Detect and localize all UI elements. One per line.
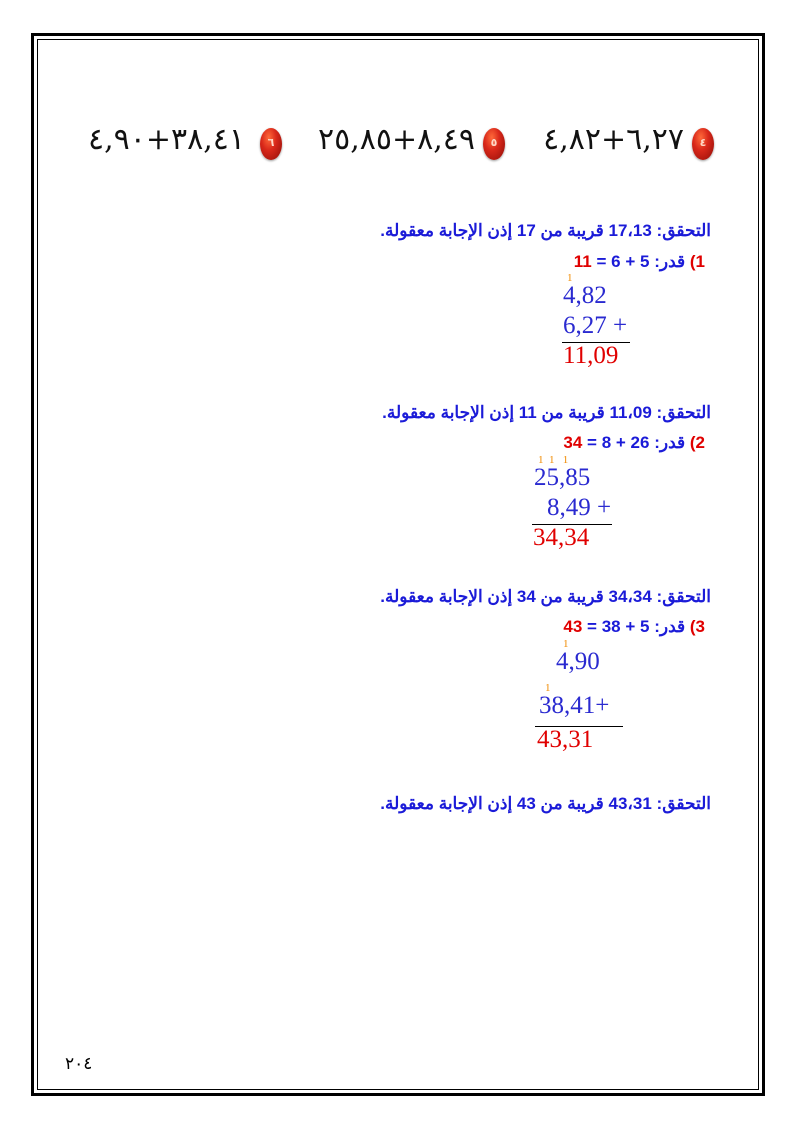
sum-result: 34,34: [533, 524, 590, 551]
sum-result: 43,31: [537, 726, 594, 753]
carry-digits: 1: [563, 638, 569, 650]
estimate-index: 1): [689, 252, 705, 271]
sum-result: 11,09: [563, 342, 619, 369]
carry-digits-2: 1: [545, 682, 551, 694]
exercise-expression: ٣٨,٤١+٤,٩٠: [87, 122, 245, 157]
estimate-label: قدر: 5 + 38 =: [587, 617, 686, 636]
final-check-line: التحقق: 43،31 قريبة من 43 إذن الإجابة معقولة.: [380, 794, 711, 813]
estimate-line: [563, 433, 705, 453]
estimate-index: 2): [689, 433, 705, 452]
page-number: ٢٠٤: [65, 1054, 93, 1074]
column-addition-3: [533, 638, 628, 763]
estimate-line: [563, 617, 705, 637]
exercise-5: [317, 118, 515, 168]
carry-digits: 1 1 1: [538, 454, 569, 466]
exercise-badge-icon: [483, 128, 505, 160]
exercise-badge-icon: [692, 128, 714, 160]
exercise-6: [87, 118, 285, 168]
estimate-label: قدر: 5 + 6 =: [596, 252, 686, 271]
estimate-result: 34: [563, 433, 583, 452]
exercise-number: ٦: [267, 136, 275, 149]
exercise-number: ٥: [490, 136, 498, 149]
estimate-result: 43: [563, 617, 583, 636]
addend-2: 6,27 +: [563, 312, 628, 339]
estimate-label: قدر: 26 + 8 =: [587, 433, 686, 452]
estimate-line: [574, 252, 705, 272]
page-border-inner: [37, 39, 759, 1090]
column-addition-2: [530, 454, 620, 554]
addend-1: 4,82: [563, 282, 607, 309]
check-line: التحقق: 11،09 قريبة من 11 إذن الإجابة معقولة.: [382, 403, 711, 422]
column-addition-1: [560, 272, 640, 372]
exercise-number: ٤: [699, 136, 707, 149]
exercise-4: [543, 118, 720, 168]
addend-1: 4,90: [556, 648, 600, 675]
addend-1: 25,85: [534, 464, 591, 491]
estimate-result: 11: [573, 252, 592, 271]
exercise-expression: ٨,٤٩+٢٥,٨٥: [317, 122, 475, 157]
exercise-badge-icon: [260, 128, 282, 160]
check-line: التحقق: 17،13 قريبة من 17 إذن الإجابة معقولة.: [380, 221, 711, 240]
estimate-index: 3): [689, 617, 705, 636]
carry-digits: 1: [567, 272, 573, 284]
addend-2: 8,49 +: [547, 494, 612, 521]
exercise-expression: ٦,٢٧+٤,٨٢: [543, 122, 684, 157]
addend-2: 38,41+: [539, 692, 610, 719]
check-line: التحقق: 34،34 قريبة من 34 إذن الإجابة معقولة.: [380, 587, 711, 606]
